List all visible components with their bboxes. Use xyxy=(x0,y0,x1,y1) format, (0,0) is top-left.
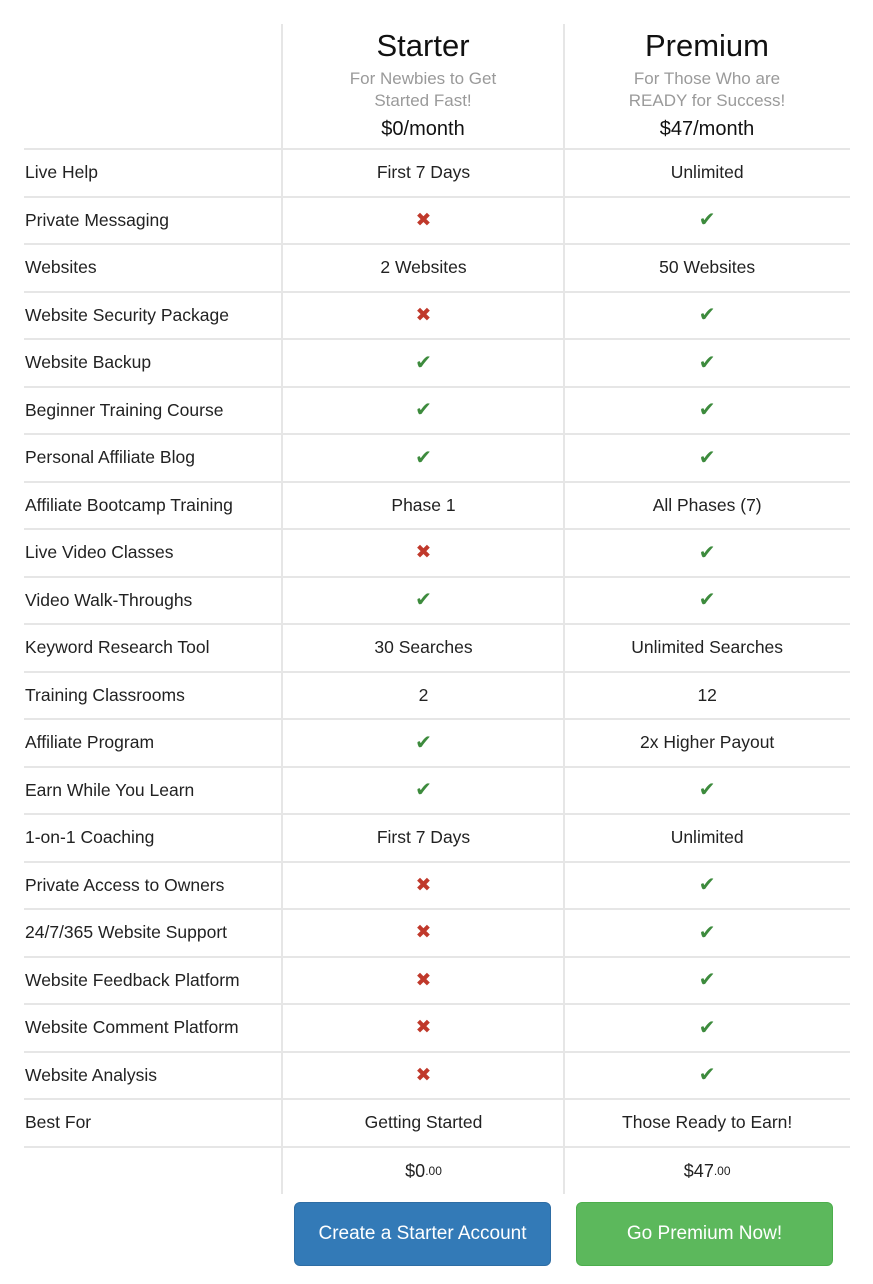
price-footer-row xyxy=(24,1148,850,1195)
feature-label: Private Messaging xyxy=(25,209,169,230)
cross-icon: ✖ xyxy=(415,542,432,564)
feature-row xyxy=(24,245,850,293)
starter-feature-value xyxy=(283,543,565,562)
cross-icon: ✖ xyxy=(415,874,432,896)
premium-feature-value xyxy=(564,970,850,990)
premium-feature-value xyxy=(564,448,850,468)
check-icon: ✔ xyxy=(698,874,716,897)
starter-feature-value xyxy=(283,400,565,420)
feature-row xyxy=(24,1053,850,1101)
feature-row xyxy=(24,1100,850,1148)
premium-plan-tagline: For Those Who are READY for Success! xyxy=(628,69,786,110)
starter-feature-value xyxy=(283,1018,565,1037)
go-premium-button[interactable]: Go Premium Now! xyxy=(576,1202,833,1266)
cross-icon: ✖ xyxy=(415,922,432,944)
feature-row xyxy=(24,578,850,626)
feature-label: 24/7/365 Website Support xyxy=(25,922,228,943)
starter-plan-header xyxy=(282,24,564,148)
check-icon: ✔ xyxy=(698,541,716,564)
starter-feature-value xyxy=(283,780,565,800)
feature-row xyxy=(24,768,850,816)
starter-feature-value xyxy=(283,971,565,990)
starter-feature-value: First 7 Days xyxy=(376,827,471,848)
starter-feature-value xyxy=(283,448,565,468)
check-icon: ✔ xyxy=(415,351,432,374)
premium-feature-value xyxy=(564,1018,850,1038)
cross-icon: ✖ xyxy=(415,1064,432,1086)
starter-plan-tagline: For Newbies to Get Started Fast! xyxy=(349,69,497,110)
premium-feature-value xyxy=(564,353,850,373)
check-icon: ✔ xyxy=(415,731,432,754)
premium-feature-value xyxy=(564,400,850,420)
check-icon: ✔ xyxy=(698,589,716,612)
feature-label: Live Help xyxy=(25,162,98,183)
feature-label: Beginner Training Course xyxy=(25,399,224,420)
feature-label: Video Walk-Throughs xyxy=(25,589,193,610)
column-divider xyxy=(281,24,283,1194)
starter-feature-value xyxy=(283,306,565,325)
pricing-comparison-table xyxy=(24,24,850,1266)
premium-feature-value: 12 xyxy=(697,684,717,705)
feature-row xyxy=(24,720,850,768)
check-icon: ✔ xyxy=(698,969,716,992)
starter-feature-value: First 7 Days xyxy=(376,162,471,183)
check-icon: ✔ xyxy=(698,351,716,374)
premium-plan-name: Premium xyxy=(644,28,769,63)
premium-plan-header xyxy=(564,24,850,148)
check-icon: ✔ xyxy=(698,1064,716,1087)
premium-feature-value xyxy=(564,543,850,563)
premium-feature-value xyxy=(564,590,850,610)
feature-row xyxy=(24,388,850,436)
feature-label: Website Feedback Platform xyxy=(25,969,240,990)
feature-row xyxy=(24,483,850,531)
feature-label: Best For xyxy=(25,1112,92,1133)
feature-row xyxy=(24,435,850,483)
feature-row xyxy=(24,815,850,863)
feature-row xyxy=(24,958,850,1006)
column-divider xyxy=(563,24,565,1194)
starter-feature-value xyxy=(283,876,565,895)
check-icon: ✔ xyxy=(698,304,716,327)
feature-rows xyxy=(24,150,850,1148)
pricing-header xyxy=(24,24,850,150)
premium-feature-value xyxy=(564,875,850,895)
check-icon: ✔ xyxy=(698,446,716,469)
premium-feature-value: Unlimited Searches xyxy=(631,637,784,658)
starter-feature-value xyxy=(283,923,565,942)
check-icon: ✔ xyxy=(415,589,432,612)
feature-label: Website Analysis xyxy=(25,1064,157,1085)
starter-footer-price: $0 .00 xyxy=(405,1160,442,1181)
premium-feature-value: 50 Websites xyxy=(659,257,756,278)
feature-label: Affiliate Bootcamp Training xyxy=(25,494,233,515)
check-icon: ✔ xyxy=(415,446,432,469)
feature-row xyxy=(24,293,850,341)
premium-feature-value: All Phases (7) xyxy=(652,494,762,515)
check-icon: ✔ xyxy=(415,399,432,422)
premium-feature-value: Unlimited xyxy=(670,162,744,183)
premium-feature-value xyxy=(564,923,850,943)
cross-icon: ✖ xyxy=(415,304,432,326)
premium-feature-value xyxy=(564,780,850,800)
feature-label: Website Security Package xyxy=(25,304,229,325)
feature-label: Live Video Classes xyxy=(25,542,174,563)
feature-label: Training Classrooms xyxy=(25,684,185,705)
premium-feature-value: Those Ready to Earn! xyxy=(622,1112,793,1133)
feature-label: 1-on-1 Coaching xyxy=(25,827,155,848)
premium-plan-price: $47/month xyxy=(659,118,755,140)
cross-icon: ✖ xyxy=(415,969,432,991)
check-icon: ✔ xyxy=(698,209,716,232)
feature-label: Earn While You Learn xyxy=(25,779,195,800)
feature-row xyxy=(24,530,850,578)
check-icon: ✔ xyxy=(698,399,716,422)
starter-feature-value xyxy=(283,211,565,230)
premium-feature-value xyxy=(564,1065,850,1085)
feature-label: Personal Affiliate Blog xyxy=(25,447,195,468)
feature-label: Affiliate Program xyxy=(25,732,155,753)
starter-feature-value xyxy=(283,1066,565,1085)
feature-row xyxy=(24,625,850,673)
cross-icon: ✖ xyxy=(415,209,432,231)
check-icon: ✔ xyxy=(698,779,716,802)
starter-feature-value: Getting Started xyxy=(364,1112,483,1133)
premium-feature-value: Unlimited xyxy=(670,827,744,848)
premium-feature-value xyxy=(564,210,850,230)
starter-feature-value: 30 Searches xyxy=(374,637,473,658)
starter-feature-value: 2 Websites xyxy=(380,257,467,278)
create-starter-account-button[interactable]: Create a Starter Account xyxy=(294,1202,551,1266)
starter-feature-value: 2 xyxy=(418,684,429,705)
feature-row xyxy=(24,340,850,388)
check-icon: ✔ xyxy=(698,1016,716,1039)
feature-row xyxy=(24,198,850,246)
starter-feature-value xyxy=(283,733,565,753)
starter-plan-name: Starter xyxy=(376,28,470,63)
feature-label: Private Access to Owners xyxy=(25,874,225,895)
feature-row xyxy=(24,673,850,721)
starter-feature-value xyxy=(283,590,565,610)
premium-feature-value: 2x Higher Payout xyxy=(640,732,775,753)
premium-footer-price: $47 .00 xyxy=(683,1160,731,1181)
feature-row xyxy=(24,150,850,198)
premium-feature-value xyxy=(564,305,850,325)
starter-plan-price: $0/month xyxy=(381,118,465,140)
feature-label: Websites xyxy=(25,257,97,278)
feature-row xyxy=(24,1005,850,1053)
check-icon: ✔ xyxy=(415,779,432,802)
cross-icon: ✖ xyxy=(415,1017,432,1039)
check-icon: ✔ xyxy=(698,921,716,944)
feature-row xyxy=(24,863,850,911)
starter-feature-value xyxy=(283,353,565,373)
cta-buttons xyxy=(24,1202,850,1266)
starter-feature-value: Phase 1 xyxy=(391,494,456,515)
feature-label: Keyword Research Tool xyxy=(25,637,210,658)
feature-label: Website Comment Platform xyxy=(25,1017,239,1038)
feature-label: Website Backup xyxy=(25,352,152,373)
feature-row xyxy=(24,910,850,958)
